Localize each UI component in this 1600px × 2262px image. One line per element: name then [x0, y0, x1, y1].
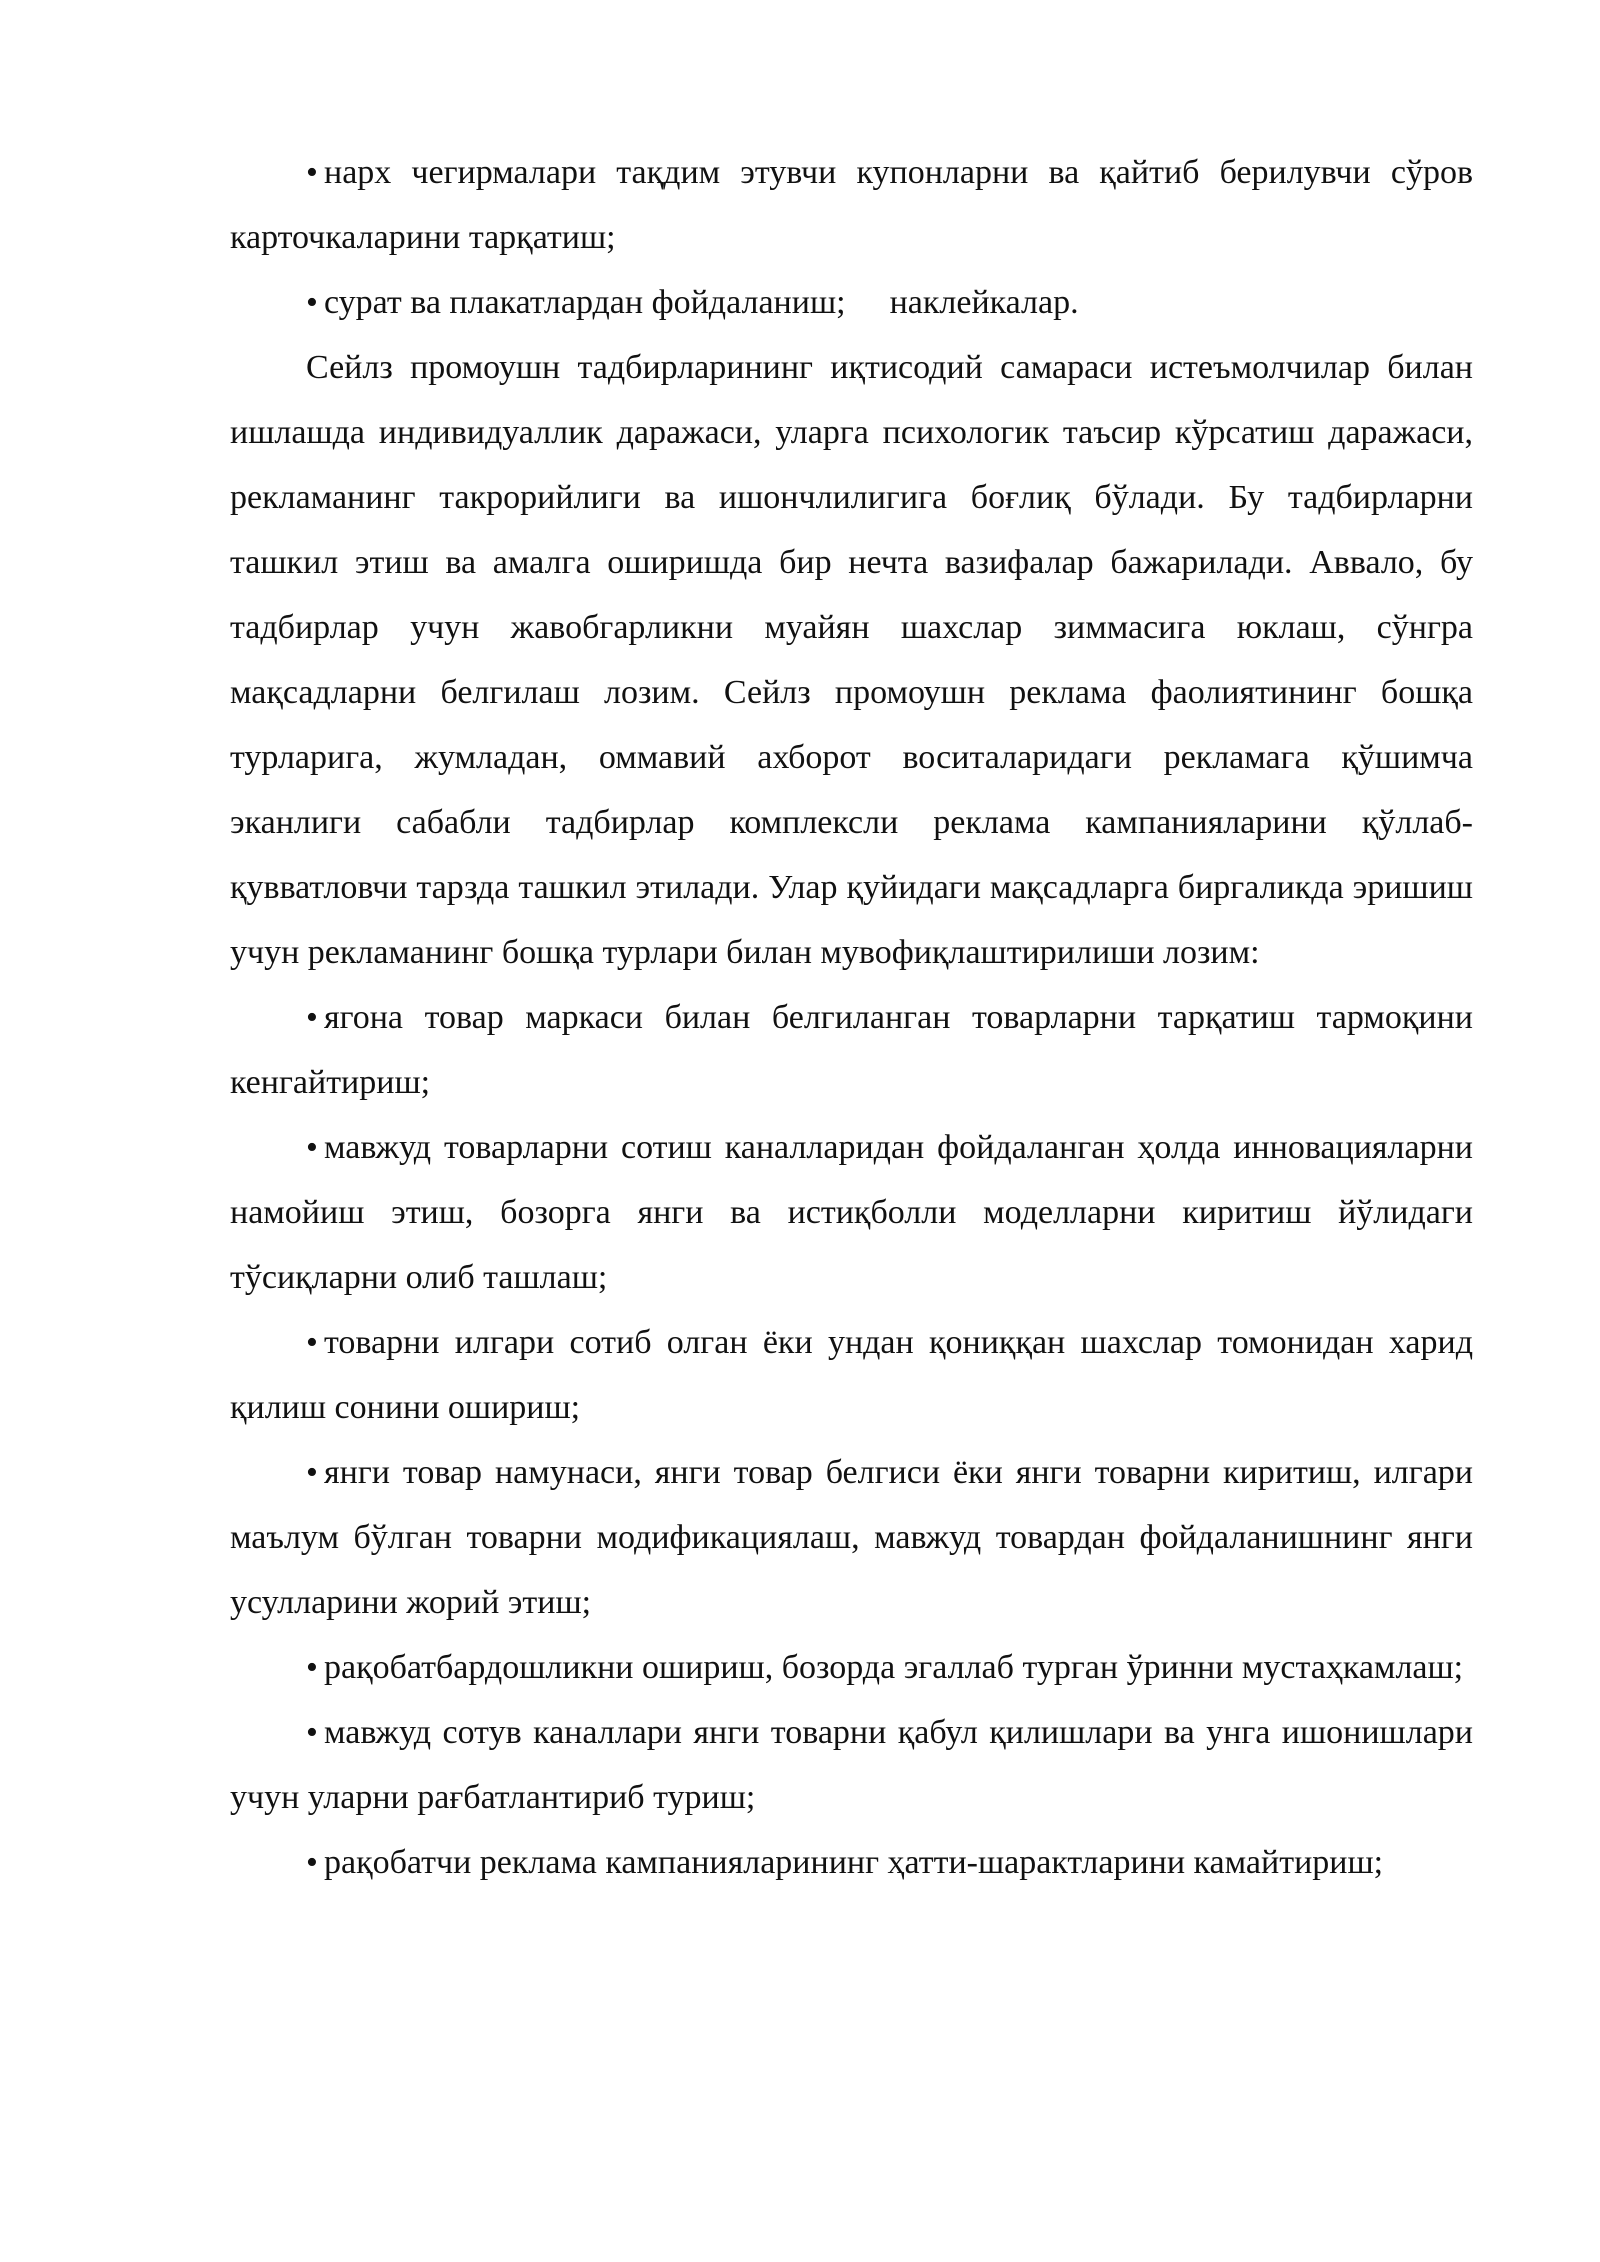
- bullet-item-4: [230, 1440, 1473, 1635]
- bullet-item-1: [230, 985, 1473, 1115]
- document-page: [230, 140, 1473, 1895]
- bullet-icon: •: [306, 1844, 318, 1881]
- bullet-item-posters: [230, 270, 1473, 335]
- bullet-text: мавжуд товарларни сотиш каналларидан фойдаланган ҳолда инновацияларни намойиш этиш, бозорга янги ва истиқболли моделларни киритиш йўлидаги тўсиқларни олиб ташлаш;: [230, 1129, 1473, 1296]
- bullet-icon: •: [306, 154, 318, 191]
- bullet-text: товарни илгари сотиб олган ёки ундан қониққан шахслар томонидан харид қилиш сонини ошириш;: [230, 1324, 1473, 1426]
- bullet-item-3: [230, 1310, 1473, 1440]
- bullet-icon: •: [306, 1129, 318, 1166]
- bullet-item-7: [230, 1830, 1473, 1895]
- body-paragraph: Сейлз промоушн тадбирларининг иқтисодий самараси истеъмолчилар билан ишлашда индивидуаллик даражаси, уларга психологик таъсир кўрсатиш даражаси, рекламанинг такрорийлиги ва ишончлилигига боғлиқ бўлади. Бу тадбирларни ташкил этиш ва амалга оширишда бир нечта вазифалар бажарилади. Аввало, бу тадбирлар учун жавобгарликни муайян шахслар зиммасига юклаш, сўнгра мақсадларни белгилаш лозим. Сейлз промоушн реклама фаолиятининг бошқа турларига, жумладан, оммавий ахборот воситаларидаги рекламага қўшимча эканлиги сабабли тадбирлар комплексли реклама кампанияларини қўллаб-қувватловчи тарзда ташкил этилади. Улар қуйидаги мақсадларга биргаликда эришиш учун рекламанинг бошқа турлари билан мувофиқлаштирилиши лозим:: [230, 349, 1473, 971]
- bullet-tail-text: наклейкалар.: [889, 284, 1079, 321]
- bullet-text: ягона товар маркаси билан белгиланган товарларни тарқатиш тармоқини кенгайтириш;: [230, 999, 1473, 1101]
- bullet-item-coupons: [230, 140, 1473, 270]
- bullet-item-6: [230, 1700, 1473, 1830]
- bullet-text: сурат ва плакатлардан фойдаланиш;: [324, 284, 846, 321]
- bullet-text: рақобатбардошликни ошириш, бозорда эгаллаб турган ўринни мустаҳкамлаш;: [324, 1649, 1464, 1686]
- bullet-icon: •: [306, 999, 318, 1036]
- bullet-icon: •: [306, 1714, 318, 1751]
- bullet-icon: •: [306, 1324, 318, 1361]
- bullet-item-2: [230, 1115, 1473, 1310]
- bullet-item-5: [230, 1635, 1473, 1700]
- bullet-text: рақобатчи реклама кампанияларининг ҳатти-шарактларини камайтириш;: [324, 1844, 1384, 1881]
- bullet-text: мавжуд сотув каналлари янги товарни қабул қилишлари ва унга ишонишлари учун уларни рағбатлантириб туриш;: [230, 1714, 1473, 1816]
- bullet-icon: •: [306, 1454, 318, 1491]
- bullet-icon: •: [306, 284, 318, 321]
- bullet-text: нарх чегирмалари тақдим этувчи купонларни ва қайтиб берилувчи сўров карточкаларини тарқатиш;: [230, 154, 1473, 256]
- bullet-icon: •: [306, 1649, 318, 1686]
- bullet-text: янги товар намунаси, янги товар белгиси ёки янги товарни киритиш, илгари маълум бўлган товарни модификациялаш, мавжуд товардан фойдаланишнинг янги усулларини жорий этиш;: [230, 1454, 1473, 1621]
